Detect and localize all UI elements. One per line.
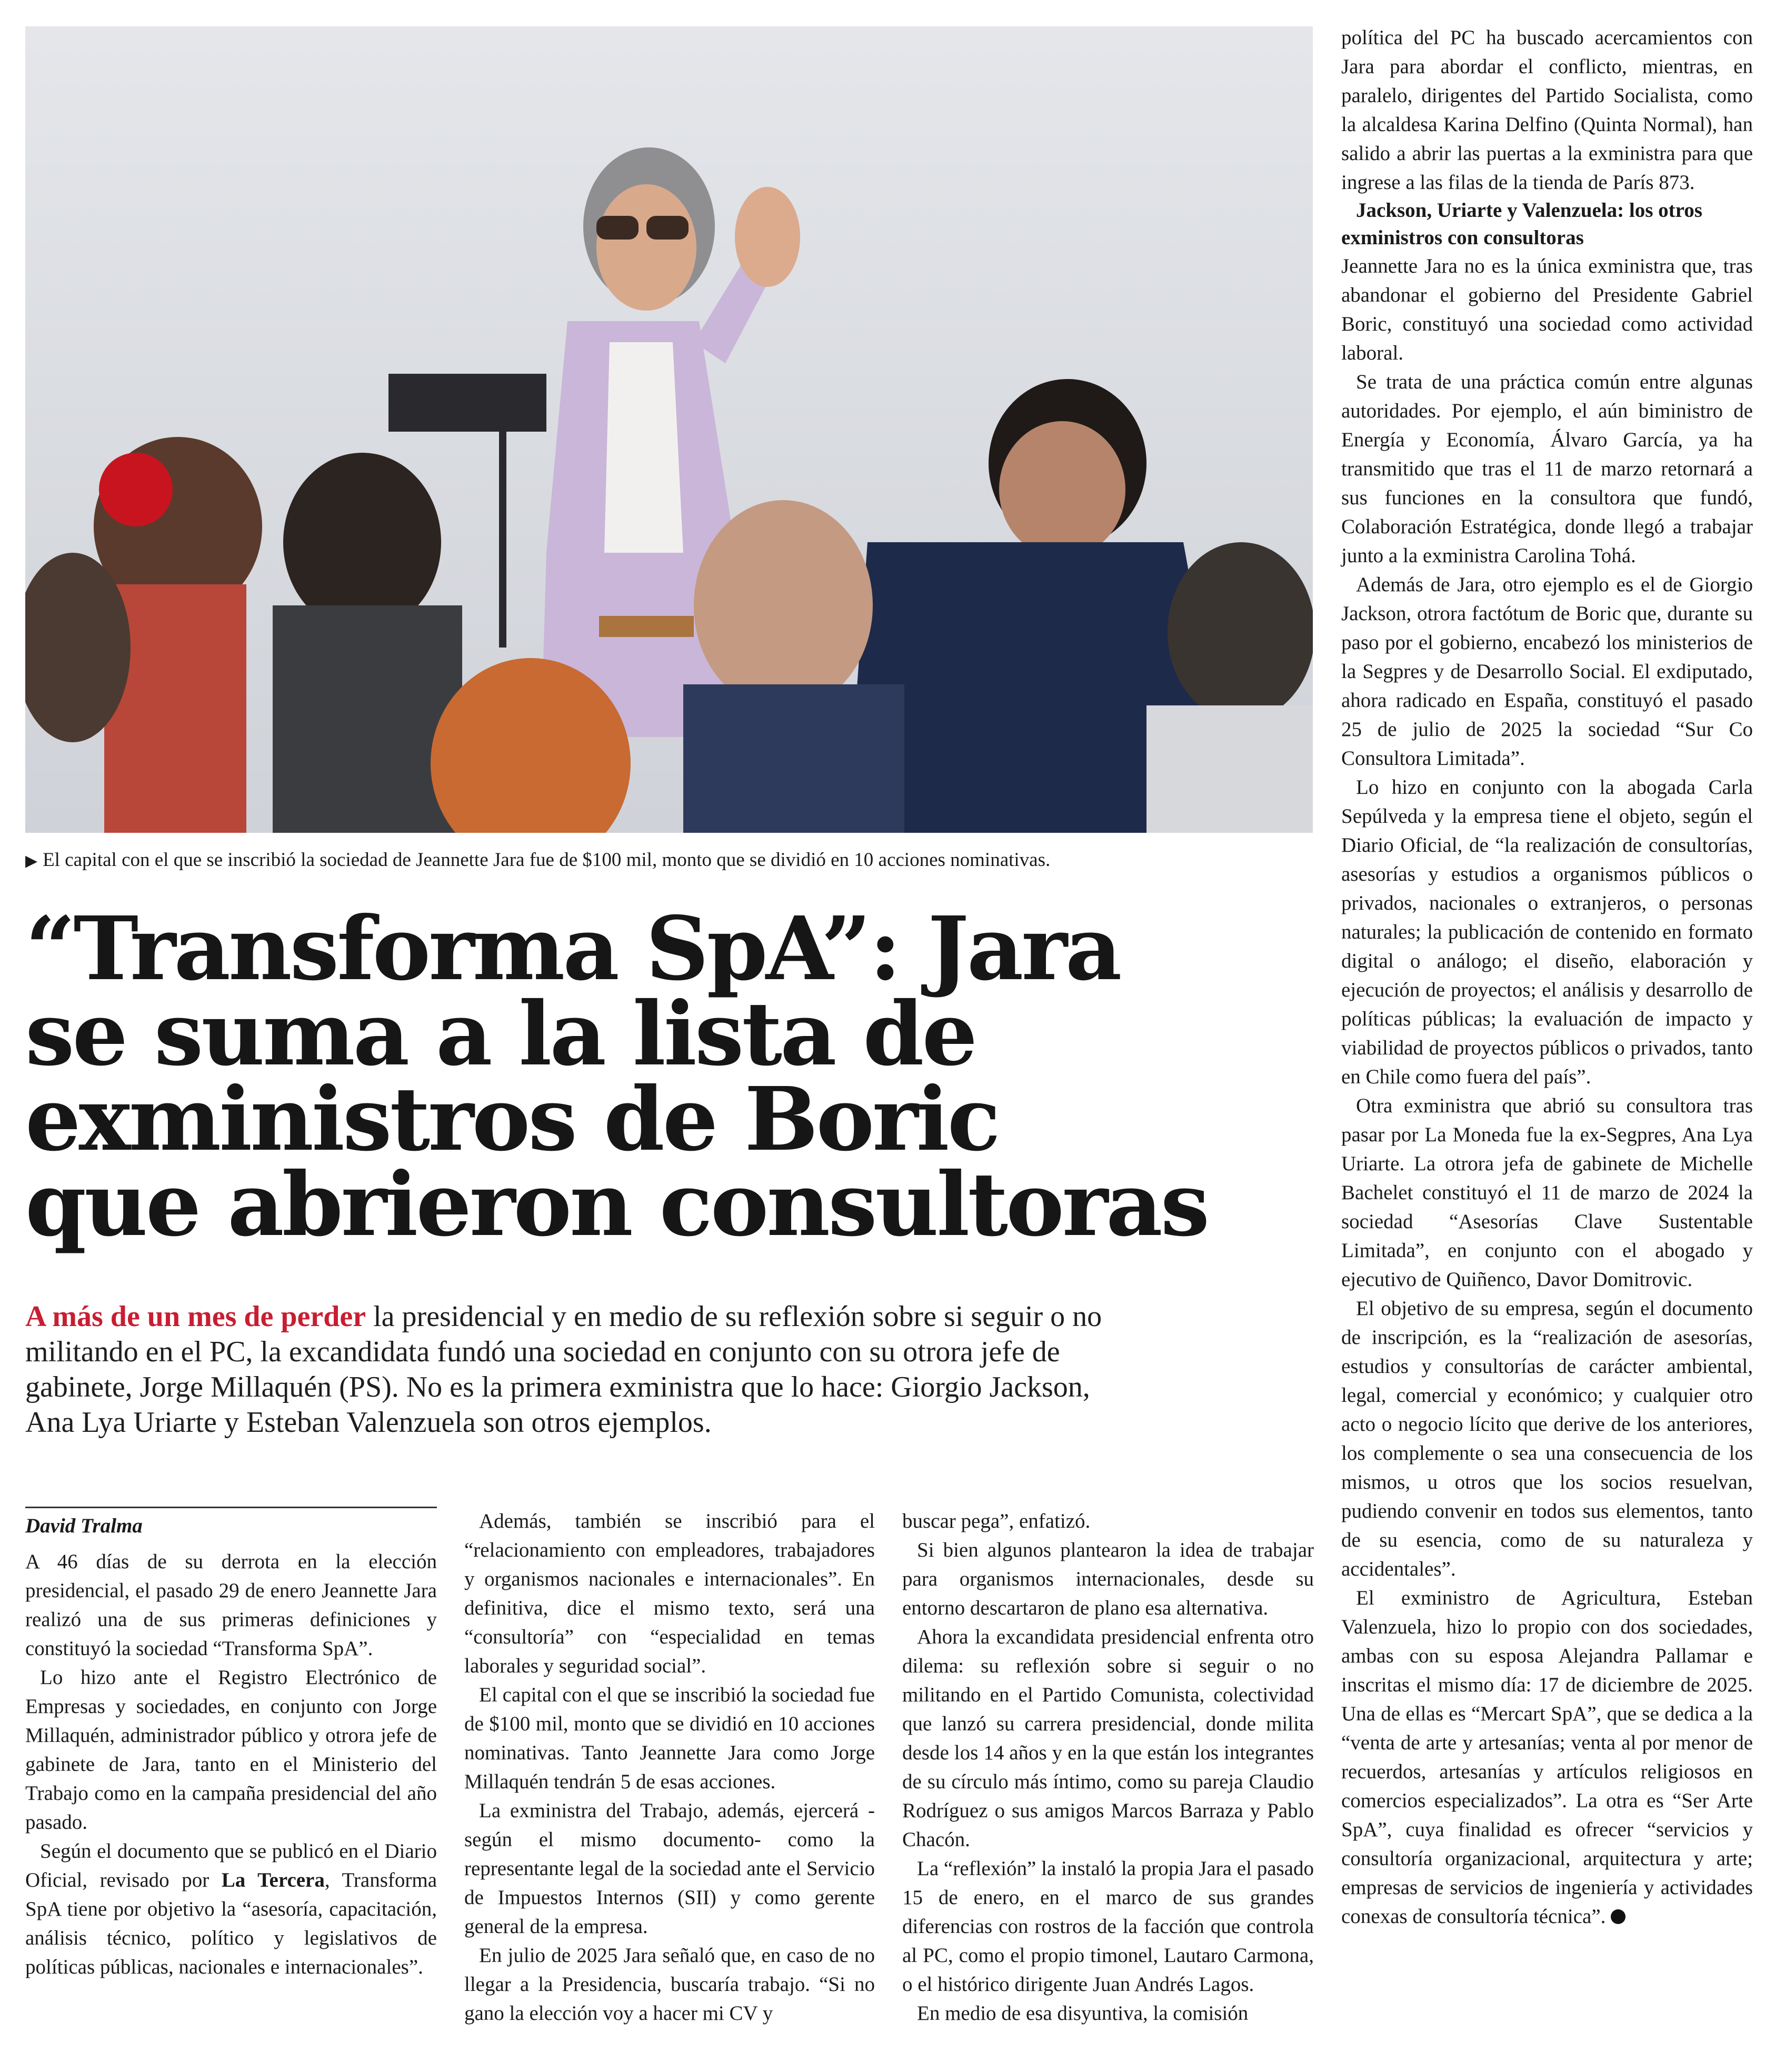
paragraph: El objetivo de su empresa, según el documento de inscripción, es la “realización de asesorías, estudios y consultorías de carácter ambiental, legal, comercial y económico; y cualquier otro acto o negocio lícito que derive de los anteriores, los complemente o sea una consecuencia de los mismos, u otros que los socios resuelvan, pudiendo convenir en todos sus elementos, tanto de su esencia, como de su naturaleza y accidentales”. [1341,1297,1753,1580]
caption-triangle-icon: ▶ [25,852,38,870]
deck-line-rest: la presidencial y en medio de su reflexión sobre si seguir o no [366,1300,1102,1333]
paragraph: El capital con el que se inscribió la sociedad fue de $100 mil, monto que se dividió en 10 acciones nominativas. Tanto Jeannette Jara como Jorge Millaquén tendrán 5 de esas acciones. [464,1683,875,1793]
paragraph: Ahora la excandidata presidencial enfrenta otro dilema: su reflexión sobre si seguir o no militando en el Partido Comunista, colectividad que lanzó su carrera presidencial, donde milita desde los 14 años y en la que están los integrantes de su círculo más íntimo, como su pareja Claudio Rodríguez o sus amigos Marcos Barraza y Pablo Chacón. [902,1626,1314,1851]
paragraph [25,1837,437,1981]
paragraph [1341,1583,1753,1931]
headline-line: exministros de Boric [25,1068,999,1171]
headline-line: “Transforma SpA”: Jara [25,898,1120,1000]
paragraph: En medio de esa disyuntiva, la comisión [917,2002,1249,2025]
paragraph-text: El exministro de Agricultura, Esteban Valenzuela, hizo lo propio con dos sociedades, ambas con su esposa Alejandra Pallamar e inscritas el mismo día: 17 de diciembre de 2025. Una de ellas es “Mercart SpA”, que se dedica a la “venta de arte y artesanías; venta al por menor de recuerdos, artesanías y artículos religiosos en comercios especializados”. La otra es “Ser Arte SpA”, cuya finalidad es ofrecer “servicios y consultoría organizacional, arquitectura y arte; empresas de servicios de ingeniería y actividades conexas de consultoría técnica”. [1341,1587,1753,1928]
deck-line [25,1299,1313,1334]
end-of-article-icon [1611,1909,1626,1924]
paragraph: Además, también se inscribió para el “relacionamiento con empleadores, trabajadores y organismos nacionales e internacionales”. En definitiva, dice el mismo texto, será una “consultoría” con “especialidad en temas laborales y seguridad social”. [464,1510,875,1677]
paragraph: La “reflexión” la instaló la propia Jara el pasado 15 de enero, en el marco de sus grandes diferencias con rostros de la facción que controla al PC, como el propio timonel, Lautaro Carmona, o el histórico dirigente Juan Andrés Lagos. [902,1857,1314,1996]
deck-line: gabinete, Jorge Millaquén (PS). No es la primera exministra que lo hace: Giorgio Jackson, [25,1371,1090,1403]
paragraph: La exministra del Trabajo, además, ejercerá -según el mismo documento- como la representante legal de la sociedad ante el Servicio de Impuestos Internos (SII) y como gerente general de la empresa. [464,1799,875,1938]
headline [25,898,1313,1256]
paragraph: Jeannette Jara no es la única exministra que, tras abandonar el gobierno del Presidente Gabriel Boric, constituyó una sociedad como actividad laboral. [1341,255,1753,364]
paragraph: Lo hizo en conjunto con la abogada Carla Sepúlveda y la empresa tiene el objeto, según el Diario Oficial, de “la realización de consultorías, asesorías y estudios a organismos públicos o privados, nacionales o extranjeros, o personas naturales; la publicación de contenido en formato digital o análogo; el diseño, elaboración y ejecución de proyectos; el análisis y desarrollo de políticas públicas; la evaluación de impacto y viabilidad de proyectos públicos o privados, tanto en Chile como fuera del país”. [1341,776,1753,1088]
paragraph: Lo hizo ante el Registro Electrónico de Empresas y sociedades, en conjunto con Jorge Millaquén, administrador público y otrora jefe de gabinete de Jara, tanto en el Ministerio del Trabajo como en la campaña presidencial del año pasado. [25,1666,437,1834]
deck [25,1299,1313,1440]
body-column-3 [902,1507,1314,2028]
deck-line: Ana Lya Uriarte y Esteban Valenzuela son otros ejemplos. [25,1406,712,1439]
publication-name: La Tercera [221,1869,325,1891]
body-column-2 [464,1507,875,2028]
deck-lead: A más de un mes de perder [25,1300,366,1333]
paragraph-text: , Transforma SpA tiene por objetivo la “asesoría, capacitación, análisis técnico, político y legislativos de políticas públicas, nacionales e internacionales”. [25,1869,437,1978]
photo-caption [25,848,1313,874]
caption-text: El capital con el que se inscribió la sociedad de Jeannette Jara fue de $100 mil, monto que se dividió en 10 acciones nominativas. [43,849,1051,871]
paragraph: A 46 días de su derrota en la elección presidencial, el pasado 29 de enero Jeannette Jara realizó una de sus primeras definiciones y constituyó la sociedad “Transforma SpA”. [25,1550,437,1660]
body-column-4 [1341,23,1753,1931]
paragraph: Otra exministra que abrió su consultora tras pasar por La Moneda fue la ex-Segpres, Ana Lya Uriarte. La otrora jefa de gabinete de Michelle Bachelet constituyó el 11 de marzo de 2024 la sociedad “Asesorías Clave Sustentable Limitada”, en conjunto con el abogado y ejecutivo de Quiñenco, Davor Domitrovic. [1341,1094,1753,1291]
body-column-1 [25,1507,437,1981]
deck-line: militando en el PC, la excandidata fundó una sociedad en conjunto con su otrora jefe de [25,1336,1060,1368]
article-photo [25,26,1313,833]
paragraph-text: Según el documento que se publicó en el Diario Oficial, revisado por [25,1840,437,1891]
paragraph: Además de Jara, otro ejemplo es el de Giorgio Jackson, otrora factótum de Boric que, durante su paso por el gobierno, encabezó los ministerios de la Segpres y de Desarrollo Social. El exdiputado, ahora radicado en España, constituyó el pasado 25 de julio de 2025 la sociedad “Sur Co Consultora Limitada”. [1341,573,1753,770]
byline: David Tralma [25,1507,437,1540]
paragraph: política del PC ha buscado acercamientos con Jara para abordar el conflicto, mientras, en paralelo, dirigentes del Partido Socialista, como la alcaldesa Karina Delfino (Quinta Normal), han salido a abrir las puertas a la exministra para que ingrese a las filas de la tienda de París 873. [1341,26,1753,194]
photo-event-waving-woman-icon [25,26,1313,833]
paragraph: En julio de 2025 Jara señaló que, en caso de no llegar a la Presidencia, buscaría trabajo. “Si no gano la elección voy a hacer mi CV y [464,1944,875,2025]
subheading: Jackson, Uriarte y Valenzuela: los otros exministros con consultoras [1341,199,1702,249]
headline-line: que abrieron consultoras [25,1153,1208,1256]
paragraph: buscar pega”, enfatizó. [902,1510,1091,1532]
paragraph: Se trata de una práctica común entre algunas autoridades. Por ejemplo, el aún biministro de Energía y Economía, Álvaro García, ya ha transmitido que tras el 11 de marzo retornará a sus funciones en la consultora que fundó, Colaboración Estratégica, donde llegó a trabajar junto a la exministra Carolina Tohá. [1341,371,1753,567]
headline-line: se suma a la lista de [25,983,976,1085]
paragraph: Si bien algunos plantearon la idea de trabajar para organismos internacionales, desde su entorno descartaron de plano esa alternativa. [902,1539,1314,1619]
